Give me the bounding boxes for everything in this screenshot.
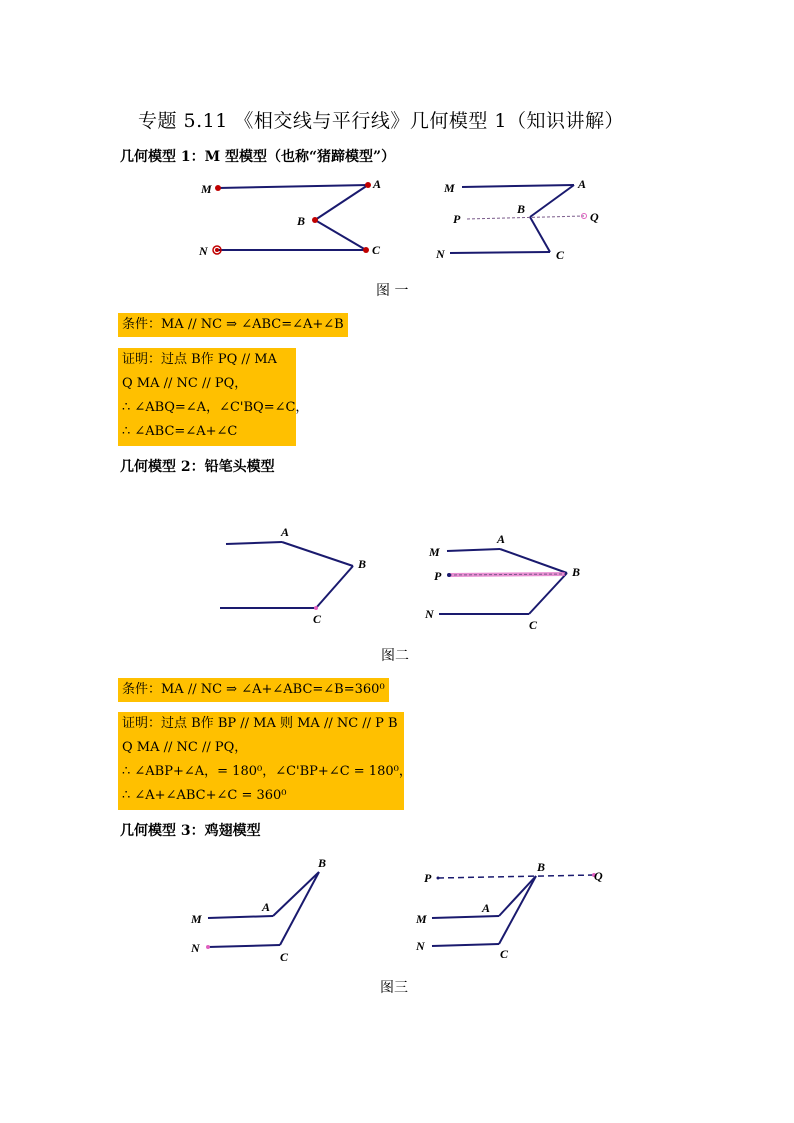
label-C: C [280, 950, 289, 964]
model2-condition: 条件：MA // NC ⇒ ∠A+∠ABC=∠B=360⁰ [118, 678, 389, 702]
page-title: 专题 5.11 《相交线与平行线》几何模型 1（知识讲解） [138, 110, 625, 132]
model3-heading: 几何模型 3：鸡翅模型 [120, 823, 261, 839]
figure2-caption: 图二 [381, 648, 409, 664]
label-A: A [373, 177, 382, 191]
proof-line: Q MA // NC // PQ， [122, 376, 248, 391]
label-B: B [572, 565, 581, 579]
label-M: M [201, 182, 212, 196]
label-B: B [318, 856, 327, 870]
proof-line: ∴ ∠A+∠ABC+∠C = 360⁰ [122, 788, 287, 803]
label-B: B [517, 202, 526, 216]
label-B: B [297, 214, 306, 228]
model1-heading: 几何模型 1：M 型模型（也称“猪蹄模型”） [120, 149, 396, 165]
figure3-right [414, 858, 614, 968]
figure3-caption: 图三 [380, 980, 408, 996]
proof-line: Q MA // NC // PQ， [122, 740, 248, 755]
proof-line: ∴ ∠ABP+∠A，= 180⁰，∠C'BP+∠C = 180⁰， [122, 764, 412, 779]
label-M: M [416, 912, 427, 926]
label-N: N [199, 244, 208, 258]
label-C: C [372, 243, 381, 257]
model2-proof [118, 712, 412, 810]
label-A: A [262, 900, 271, 914]
label-P: P [434, 569, 442, 583]
figure1-caption: 图 一 [376, 283, 409, 299]
label-C: C [500, 947, 509, 961]
label-N: N [436, 247, 445, 261]
model1-proof [118, 348, 309, 446]
label-Q: Q [594, 869, 603, 883]
proof-line: 证明：过点 B作 PQ // MA [122, 352, 277, 367]
figure2-right [425, 532, 595, 632]
proof-line: ∴ ∠ABC=∠A+∠C [122, 424, 238, 439]
label-M: M [444, 181, 455, 195]
label-C: C [313, 612, 322, 626]
label-N: N [425, 607, 434, 621]
model1-condition: 条件：MA // NC ⇒ ∠ABC=∠A+∠B [118, 313, 348, 337]
label-Q: Q [590, 210, 599, 224]
label-M: M [191, 912, 202, 926]
model2-heading: 几何模型 2：铅笔头模型 [120, 459, 275, 475]
label-A: A [482, 901, 491, 915]
proof-line: 证明：过点 B作 BP // MA 则 MA // NC // P B [122, 716, 398, 731]
figure2-left [220, 522, 380, 632]
label-B: B [537, 860, 546, 874]
label-P: P [453, 212, 461, 226]
label-C: C [529, 618, 538, 632]
proof-line: ∴ ∠ABQ=∠A，∠C'BQ=∠C， [122, 400, 309, 415]
label-N: N [416, 939, 425, 953]
label-P: P [424, 871, 432, 885]
label-A: A [281, 525, 290, 539]
label-N: N [191, 941, 200, 955]
label-M: M [429, 545, 440, 559]
label-A: A [497, 532, 506, 546]
figure1-left [195, 172, 395, 264]
figure3-left [188, 855, 338, 965]
label-C: C [556, 248, 565, 262]
label-B: B [358, 557, 367, 571]
label-A: A [578, 177, 587, 191]
figure1-right [436, 175, 610, 265]
